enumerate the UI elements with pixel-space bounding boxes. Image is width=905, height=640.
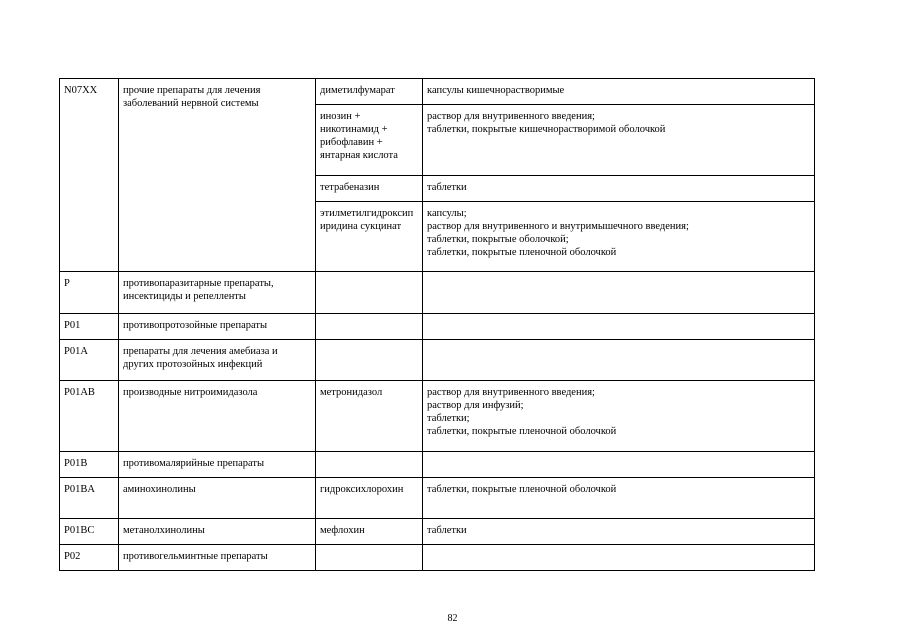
drug-name-cell: этилметилгидроксипиридина сукцинат <box>316 202 423 272</box>
dosage-form-line: раствор для внутривенного введения; <box>427 111 595 122</box>
dosage-form-line: таблетки <box>427 525 467 536</box>
dosage-form-line: капсулы; <box>427 208 467 219</box>
pharmacological-group-cell: противомалярийные препараты <box>119 452 316 478</box>
dosage-form-cell <box>423 519 815 545</box>
pharmacological-group-cell: прочие препараты для лечения заболеваний нервной системы <box>119 79 316 272</box>
dosage-form-line: таблетки, покрытые пленочной оболочкой <box>427 484 617 495</box>
pharmacological-group-cell: препараты для лечения амебиаза и других протозойных инфекций <box>119 340 316 381</box>
dosage-form-line: раствор для внутривенного и внутримышечного введения; <box>427 221 689 232</box>
table-row <box>60 519 815 545</box>
pharmacological-group-cell: аминохинолины <box>119 478 316 519</box>
drug-name-cell <box>316 272 423 314</box>
dosage-form-cell <box>423 381 815 452</box>
dosage-form-cell <box>423 452 815 478</box>
dosage-form-line: таблетки, покрытые оболочкой; <box>427 234 569 245</box>
drug-name-cell: гидроксихлорохин <box>316 478 423 519</box>
pharmacological-group-cell: противопротозойные препараты <box>119 314 316 340</box>
dosage-form-cell <box>423 202 815 272</box>
dosage-form-line: раствор для инфузий; <box>427 400 524 411</box>
drug-name-cell <box>316 340 423 381</box>
table-row <box>60 79 815 105</box>
drug-name-cell: мефлохин <box>316 519 423 545</box>
pharmacological-group-cell: противопаразитарные препараты, инсектициды и репелленты <box>119 272 316 314</box>
dosage-form-line: таблетки; <box>427 413 470 424</box>
dosage-form-cell <box>423 340 815 381</box>
drug-name-cell: диметилфумарат <box>316 79 423 105</box>
dosage-form-line: таблетки <box>427 182 467 193</box>
drug-name-cell: тетрабеназин <box>316 176 423 202</box>
drug-table <box>59 78 815 571</box>
dosage-form-cell <box>423 272 815 314</box>
dosage-form-cell <box>423 105 815 176</box>
atc-code-cell: P01 <box>60 314 119 340</box>
atc-code-cell: P02 <box>60 545 119 571</box>
dosage-form-line: раствор для внутривенного введения; <box>427 387 595 398</box>
pharmacological-group-cell: противогельминтные препараты <box>119 545 316 571</box>
pharmacological-group-cell: производные нитроимидазола <box>119 381 316 452</box>
dosage-form-cell <box>423 314 815 340</box>
atc-code-cell: P01BC <box>60 519 119 545</box>
table-row <box>60 272 815 314</box>
drug-name-cell <box>316 452 423 478</box>
table-row <box>60 314 815 340</box>
atc-code-cell: N07XX <box>60 79 119 272</box>
dosage-form-cell <box>423 545 815 571</box>
table-row <box>60 381 815 452</box>
dosage-form-cell <box>423 79 815 105</box>
table-row <box>60 545 815 571</box>
dosage-form-line: капсулы кишечнорастворимые <box>427 85 565 96</box>
table-row <box>60 452 815 478</box>
atc-code-cell: P01A <box>60 340 119 381</box>
dosage-form-cell <box>423 176 815 202</box>
table-row <box>60 340 815 381</box>
page-number: 82 <box>447 613 458 624</box>
atc-code-cell: P <box>60 272 119 314</box>
drug-name-cell <box>316 545 423 571</box>
atc-code-cell: P01BA <box>60 478 119 519</box>
drug-name-cell: метронидазол <box>316 381 423 452</box>
atc-code-cell: P01B <box>60 452 119 478</box>
dosage-form-line: таблетки, покрытые пленочной оболочкой <box>427 426 617 437</box>
pharmacological-group-cell: метанолхинолины <box>119 519 316 545</box>
table-row <box>60 478 815 519</box>
drug-name-cell <box>316 314 423 340</box>
dosage-form-line: таблетки, покрытые пленочной оболочкой <box>427 247 617 258</box>
dosage-form-cell <box>423 478 815 519</box>
atc-code-cell: P01AB <box>60 381 119 452</box>
drug-name-cell: инозин + никотинамид + рибофлавин + янтарная кислота <box>316 105 423 176</box>
dosage-form-line: таблетки, покрытые кишечнорастворимой оболочкой <box>427 124 666 135</box>
